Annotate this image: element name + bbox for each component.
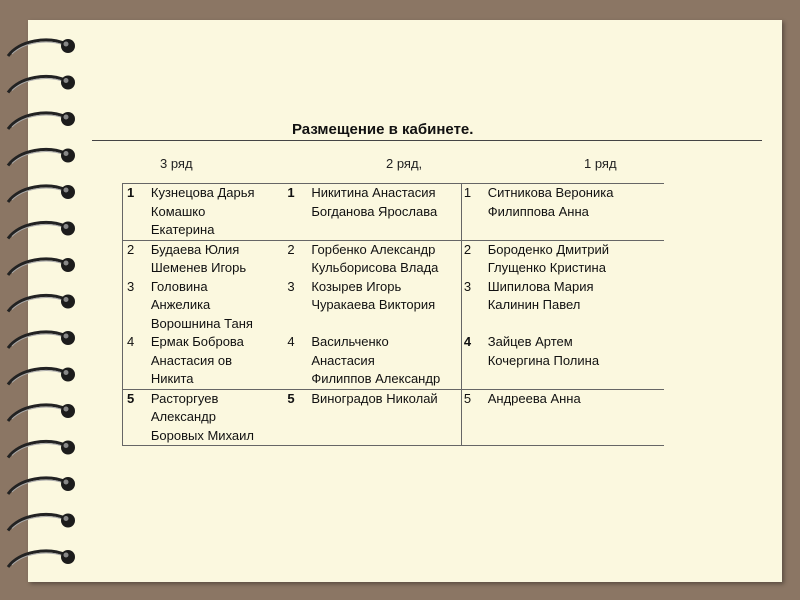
seat-names: Шипилова Мария Калинин Павел: [487, 278, 594, 312]
seat-names: Расторгуев Александр Боровых Михаил: [149, 389, 286, 446]
seat-names: Горбенко Александр Кульборисова Влада: [311, 241, 439, 275]
spiral-coil-icon: [8, 550, 75, 567]
seat-names: Андреева Анна: [486, 389, 664, 446]
table-row: [123, 333, 665, 389]
seat-number: 1: [461, 184, 485, 241]
seat-names: Козырев Игорь Чуракаева Виктория: [311, 278, 436, 312]
column-header-row1: 1 ряд: [584, 156, 617, 171]
column-header-row3: 3 ряд: [160, 156, 193, 171]
spiral-coil-icon: [8, 477, 75, 494]
spiral-coil-icon: [8, 331, 75, 348]
seat-number: 2: [461, 240, 485, 278]
spiral-coil-icon: [8, 39, 75, 56]
seat-names: Кузнецова Дарья Комашко Екатерина: [149, 184, 286, 241]
seat-number: 5: [461, 389, 485, 446]
seat-number: 4: [285, 333, 309, 389]
seat-names: Ермак Боброва Анастасия ов Никита: [149, 333, 286, 389]
seat-number: 1: [285, 184, 309, 241]
page-title: Размещение в кабинете.: [292, 121, 474, 138]
spiral-coil-icon: [8, 368, 75, 385]
seat-number: 4: [123, 333, 149, 389]
spiral-coil-icon: [8, 404, 75, 421]
table-row: [123, 389, 665, 446]
seat-names: Головина Анжелика Ворошнина Таня: [150, 278, 253, 331]
seat-number: 3: [287, 278, 295, 294]
table-row: [123, 278, 665, 334]
seat-number: 3: [461, 278, 485, 334]
seat-number: 5: [123, 389, 149, 446]
column-header-row2: 2 ряд,: [386, 156, 423, 171]
spiral-coil-icon: [8, 441, 75, 458]
seat-names: Виноградов Николай: [309, 389, 461, 446]
spiral-coil-icon: [8, 185, 75, 202]
spiral-coil-icon: [8, 76, 75, 93]
spiral-coil-icon: [8, 295, 75, 312]
seat-names: Ситникова Вероника Филиппова Анна: [486, 184, 664, 241]
seat-number: 3: [123, 278, 149, 334]
seat-names: Будаева Юлия Шеменев Игорь: [150, 241, 247, 275]
table-row: [123, 184, 665, 241]
spiral-coil-icon: [8, 149, 75, 166]
seat-names: Зайцев Артем Кочергина Полина: [486, 333, 664, 389]
spiral-binding-icon: [0, 30, 90, 590]
seat-names: Бороденко Дмитрий Глущенко Кристина: [487, 241, 610, 275]
title-divider: [92, 140, 762, 141]
seating-table: [122, 183, 664, 446]
seat-number: 1: [123, 184, 149, 241]
seat-number: 5: [285, 389, 309, 446]
seat-number: 2: [123, 240, 149, 278]
seat-names: Васильченко Анастасия Филиппов Александр: [309, 333, 461, 389]
seat-number: 2: [287, 241, 295, 257]
spiral-coil-icon: [8, 222, 75, 239]
seat-number: 4: [461, 333, 485, 389]
spiral-coil-icon: [8, 258, 75, 275]
spiral-coil-icon: [8, 514, 75, 531]
seat-names: Никитина Анастасия Богданова Ярослава: [309, 184, 461, 241]
spiral-coil-icon: [8, 112, 75, 129]
table-row: [123, 240, 665, 278]
